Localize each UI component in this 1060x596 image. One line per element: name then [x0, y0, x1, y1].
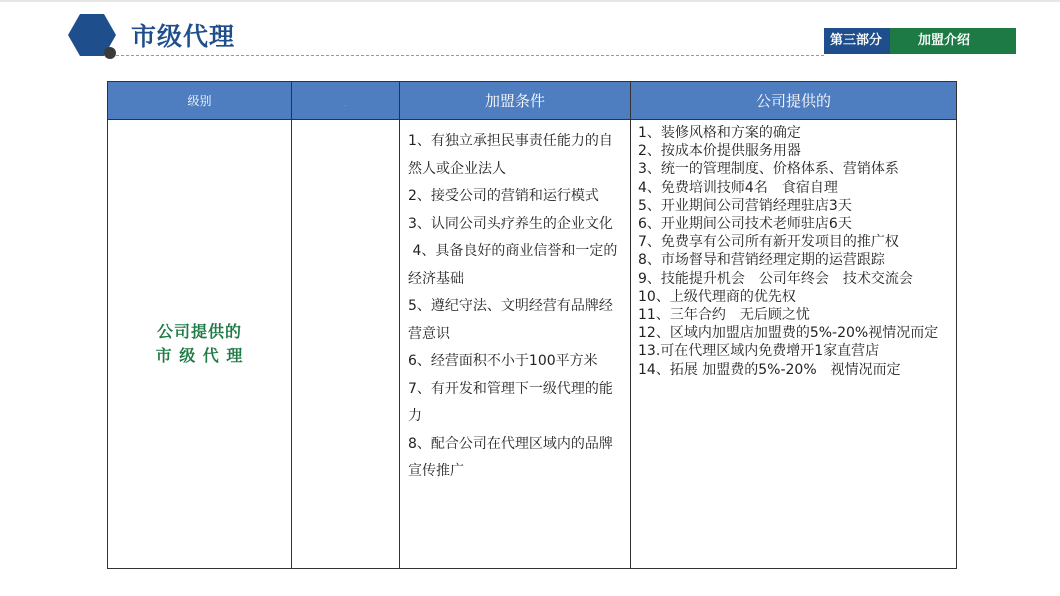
list-item: 7、免费享有公司所有新开发项目的推广权 [638, 234, 899, 251]
list-item: 14、拓展 加盟费的5%-20% 视情况而定 [638, 361, 901, 378]
list-item: 3、统一的管理制度、价格体系、营销体系 [638, 161, 899, 178]
header-level: 级别 [108, 82, 292, 120]
list-item: 2、接受公司的营销和运行模式 [408, 188, 599, 204]
dot-icon [104, 47, 116, 59]
table-header-row [108, 82, 957, 120]
header-blank [292, 82, 400, 120]
list-item: 6、经营面积不小于100平方米 [408, 353, 598, 369]
header-provides: 公司提供的 [631, 82, 957, 120]
section-part-label: 第三部分 [824, 28, 890, 54]
blank-cell [292, 120, 400, 569]
list-item: 11、三年合约 无后顾之忧 [638, 307, 810, 324]
level-cell [108, 120, 292, 569]
table-row [108, 120, 957, 569]
list-item: 9、技能提升机会 公司年终会 技术交流会 [638, 270, 913, 287]
list-item: 8、配合公司在代理区域内的品牌宣传推广 [408, 435, 613, 479]
list-item: 6、开业期间公司技术老师驻店6天 [638, 216, 852, 233]
conditions-cell [400, 120, 631, 569]
title-underline [116, 55, 824, 56]
top-divider [0, 0, 1060, 2]
list-item: 8、市场督导和营销经理定期的运营跟踪 [638, 252, 885, 269]
page-title: 市级代理 [131, 22, 236, 51]
list-item: 10、上级代理商的优先权 [638, 288, 796, 305]
header-blank-mark [345, 105, 346, 106]
level-label: 公司提供的 市 级 代 理 [155, 322, 244, 365]
list-item: 4、免费培训技师4名 食宿自理 [638, 179, 838, 196]
provides-cell [631, 120, 957, 569]
header-conditions: 加盟条件 [400, 82, 631, 120]
list-item: 3、认同公司头疗养生的企业文化 [408, 215, 613, 232]
provides-list [631, 120, 956, 379]
list-item: 5、遵纪守法、文明经营有品牌经营意识 [408, 298, 613, 342]
section-name-label: 加盟介绍 [890, 28, 1016, 54]
list-item: 13.可在代理区域内免费增开1家直营店 [638, 343, 880, 360]
section-tag [824, 28, 1016, 54]
conditions-list [400, 120, 630, 486]
list-item: 12、区域内加盟店加盟费的5%-20%视情况而定 [638, 325, 939, 342]
list-item: 5、开业期间公司营销经理驻店3天 [638, 197, 852, 214]
list-item: 4、具备良好的商业信誉和一定的经济基础 [408, 243, 618, 287]
list-item: 7、有开发和管理下一级代理的能力 [408, 380, 613, 424]
franchise-table [107, 81, 957, 569]
list-item: 1、装修风格和方案的确定 [638, 125, 801, 141]
list-item: 2、按成本价提供服务用器 [638, 143, 801, 160]
list-item: 1、有独立承担民事责任能力的自然人或企业法人 [408, 133, 613, 177]
